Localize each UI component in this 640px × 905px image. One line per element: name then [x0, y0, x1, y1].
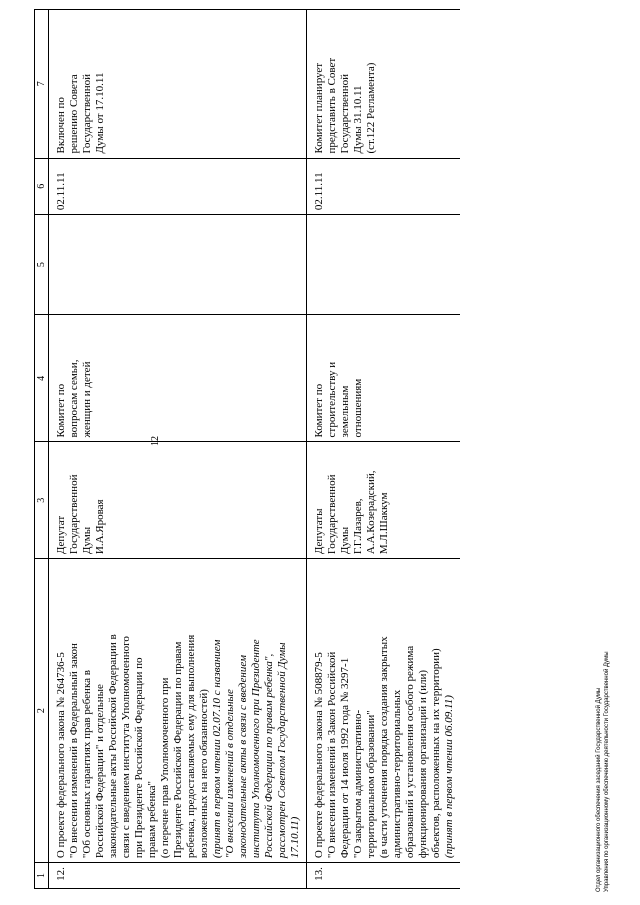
column-number: 3 — [35, 442, 49, 559]
committee-line: Комитет по — [313, 383, 325, 438]
note-line: Комитет планирует — [313, 62, 325, 154]
page-number: 12 — [150, 436, 161, 446]
description-line: Российской Федерации" и отдельные — [94, 684, 106, 859]
footer-line: Управления по организационному обеспечению деятельности Государственной Думы — [604, 651, 610, 892]
column-number: 5 — [35, 215, 49, 315]
empty-cell — [49, 215, 307, 315]
description-line: 17.10.11) — [289, 816, 301, 859]
note-cell — [49, 10, 307, 159]
description-line: законодательные акты в связи с введением — [237, 654, 249, 859]
description-line: "О внесении изменений в Закон Российской — [326, 651, 338, 859]
column-number-row — [35, 10, 49, 889]
note-line: (ст.122 Регламента) — [365, 62, 377, 154]
initiators-line: М.Л.Шаккум — [378, 492, 390, 555]
description-line: (о перечне прав Уполномоченного при — [159, 677, 171, 859]
description-line: возложенных на него обязанностей) — [198, 689, 210, 859]
column-number: 1 — [35, 863, 49, 889]
footer-note — [595, 651, 611, 892]
initiators-line: Думы — [339, 526, 351, 555]
column-number: 2 — [35, 559, 49, 863]
initiators-line: Депутаты — [313, 508, 325, 555]
initiators-line: Депутат — [55, 515, 67, 555]
committee-line: отношениям — [352, 378, 364, 438]
committee-line: строительству и — [326, 361, 338, 438]
committee-line: земельным — [339, 385, 351, 438]
description-line: объектов, расположенных на их территории) — [430, 648, 442, 859]
description-line: образований и установления особого режима — [404, 645, 416, 859]
description-line: Российской Федерации по правам ребенка", — [263, 653, 275, 859]
initiators-line: Государственной — [326, 474, 338, 555]
footer-line: Отдел организационного обеспечения заседаний Государственной Думы — [596, 687, 602, 892]
committee-line: вопросам семьи, — [68, 359, 80, 438]
description-line: при Президенте Российской Федерации по — [133, 657, 145, 859]
description-line: О проекте федерального закона № 508879-5 — [313, 652, 325, 859]
description-line: ребенка, предоставляемых ему для выполнения — [185, 634, 197, 859]
initiators-line: И.А.Яровая — [94, 499, 106, 555]
note-line: Думы 31.10.11 — [352, 85, 364, 154]
description-line: (принят в первом чтении 02.07.10 с названием — [211, 639, 223, 859]
description-line: территориальном образовании" — [365, 710, 377, 859]
description-line: (принят в первом чтении 06.09.11) — [443, 695, 455, 859]
committee-cell — [307, 315, 461, 442]
description-line: связи с введением института Уполномоченного — [120, 636, 132, 859]
description-line: (в части уточнения порядка создания закрытых — [378, 636, 390, 859]
column-number: 7 — [35, 10, 49, 159]
date-cell — [49, 158, 307, 215]
initiators-line: Государственной — [68, 474, 80, 555]
note-line: Включен по — [55, 97, 67, 154]
agenda-table-container — [34, 9, 455, 889]
table-row — [49, 10, 307, 889]
note-line: решению Совета — [68, 74, 80, 154]
empty-cell — [307, 215, 461, 315]
description-line: О проекте федерального закона № 264736-5 — [55, 652, 67, 859]
description-line: функционирования организаций и (или) — [417, 669, 429, 859]
initiators-cell — [49, 442, 307, 559]
description-line: Президенте Российской Федерации по правам — [172, 641, 184, 859]
date-line: 02.11.11 — [55, 172, 67, 211]
description-line: административно-территориальных — [391, 689, 403, 859]
description-line: "О закрытом административно- — [352, 709, 364, 859]
initiators-line: Г.Г.Лазарев, — [352, 498, 364, 555]
initiators-cell — [307, 442, 461, 559]
description-line: "О внесении изменений в отдельные — [224, 689, 236, 859]
initiators-line: Думы — [81, 526, 93, 555]
committee-cell — [49, 315, 307, 442]
date-line: 02.11.11 — [313, 172, 325, 211]
table-row — [307, 10, 461, 889]
note-line: Думы от 17.10.11 — [94, 72, 106, 154]
column-number: 4 — [35, 315, 49, 442]
committee-line: женщин и детей — [81, 361, 93, 438]
note-line: Государственной — [81, 73, 93, 154]
note-line: представить в Совет — [326, 57, 338, 154]
bill-description — [307, 559, 461, 863]
description-line: Федерации от 14 июля 1992 года № 3297-1 — [339, 657, 351, 859]
column-number: 6 — [35, 158, 49, 215]
description-line: рассмотрен Советом Государственной Думы — [276, 642, 288, 859]
bill-description — [49, 559, 307, 863]
description-line: института Уполномоченного при Президенте — [250, 639, 262, 859]
date-cell — [307, 158, 461, 215]
description-line: правам ребенка" — [146, 781, 158, 859]
row-number: 12. — [49, 863, 307, 889]
description-line: законодательные акты Российской Федерации в — [107, 634, 119, 859]
row-number: 13. — [307, 863, 461, 889]
committee-line: Комитет по — [55, 383, 67, 438]
description-line: "Об основных гарантиях прав ребенка в — [81, 670, 93, 859]
agenda-table — [34, 9, 460, 889]
note-line: Государственной — [339, 73, 351, 154]
initiators-line: А.А.Козерадский, — [365, 470, 377, 555]
note-cell — [307, 10, 461, 159]
description-line: "О внесении изменений в Федеральный закон — [68, 643, 80, 859]
